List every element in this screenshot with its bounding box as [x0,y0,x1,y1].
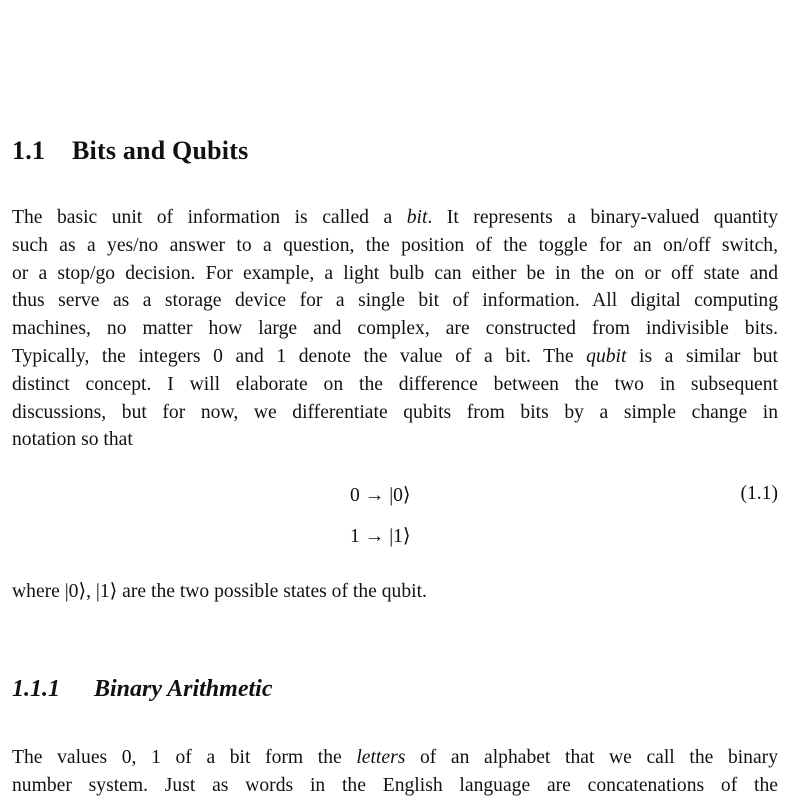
term-letters: letters [356,747,406,768]
paragraph-line: thus serve as a storage device for a single bit of information. All digital computing [12,290,778,312]
paragraph-line: distinct concept. I will elaborate on the difference between the two in subsequent [12,373,778,395]
paragraph-qubit-states [12,578,778,606]
subsection-heading [12,676,272,703]
paragraph-line: machines, no matter how large and complex, are constructed from indivisible bits. [12,318,778,340]
paragraph-binary-arithmetic [12,744,778,800]
paragraph-line: The values 0, 1 of a bit form the letters of an alphabet that we call the binary [12,747,778,768]
section-heading [12,136,248,166]
paragraph-line: where |0⟩, |1⟩ are the two possible states of the qubit. [12,581,427,602]
paragraph-line: such as a yes/no answer to a question, the position of the toggle for an on/off switch, [12,234,778,256]
equation-row-0: 0 → |0⟩ [350,485,411,506]
paragraph-bits-intro [12,204,778,454]
paragraph-line: or a stop/go decision. For example, a light bulb can either be in the on or off state and [12,262,778,284]
equation-row-1: 1 → |1⟩ [350,526,411,547]
term-bit: bit [406,207,428,228]
term-qubit: qubit [586,345,627,367]
section-number: 1.1 [12,136,46,165]
paragraph-line: number system. Just as words in the English language are concatenations of the [12,774,778,796]
section-title: Bits and Qubits [72,136,249,165]
subsection-number: 1.1.1 [12,676,60,702]
paragraph-line: discussions, but for now, we differentiate qubits from bits by a simple change in [12,401,778,423]
paragraph-line: notation so that [12,429,133,451]
paragraph-line: The basic unit of information is called a bit. It represents a binary-valued quantity [12,207,778,228]
equation-label: (1.1) [740,483,778,504]
paragraph-line: Typically, the integers 0 and 1 denote the value of a bit. The qubit is a similar but [12,345,778,367]
subsection-title: Binary Arithmetic [94,676,273,702]
